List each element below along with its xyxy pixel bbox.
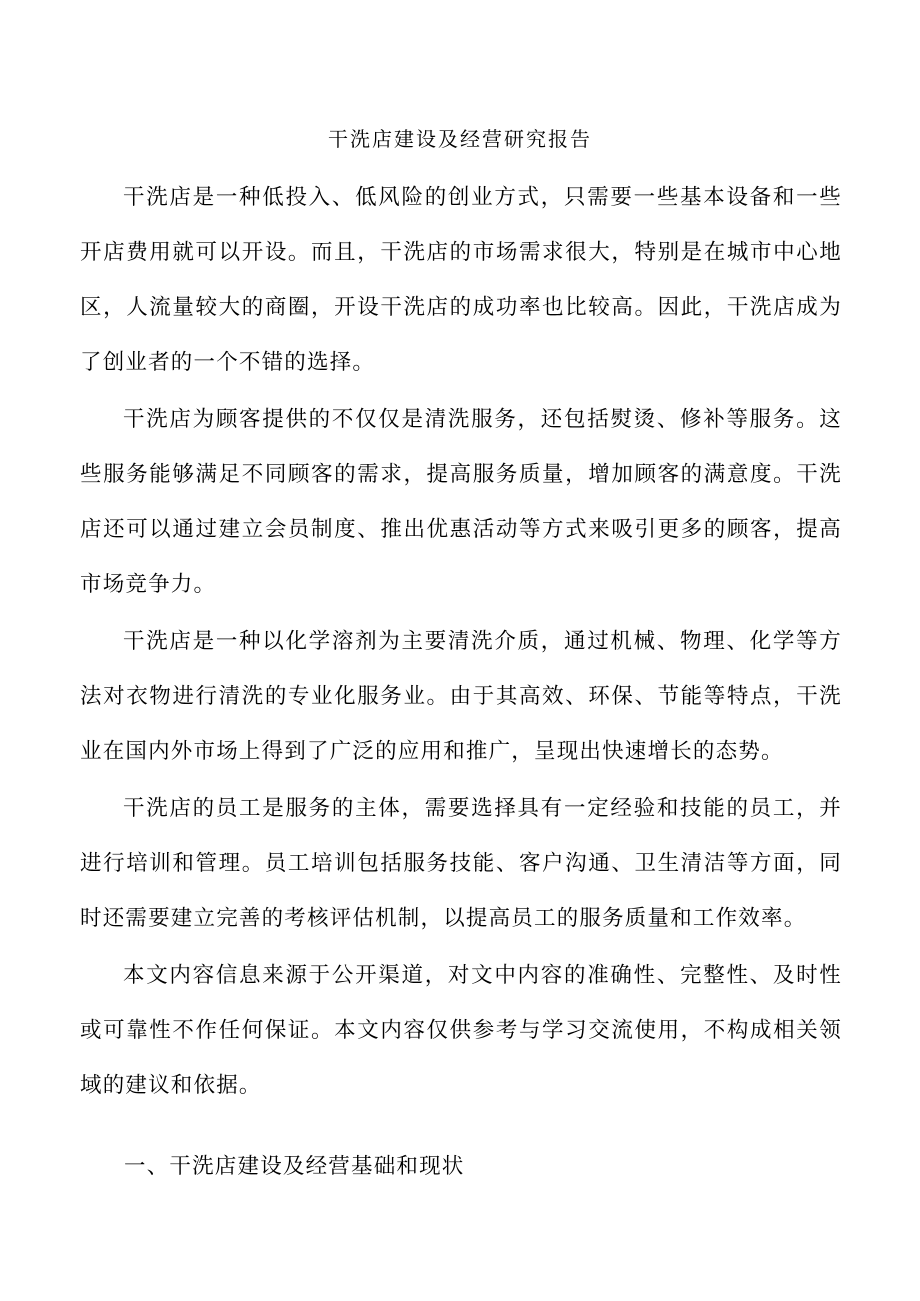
paragraph-industry: 干洗店是一种以化学溶剂为主要清洗介质，通过机械、物理、化学等方法对衣物进行清洗的专业化服务业。由于其高效、环保、节能等特点，干洗业在国内外市场上得到了广泛的应用和推广，呈现出快速增长的态势。 <box>80 629 842 764</box>
section-heading: 一、干洗店建设及经营基础和现状 <box>124 1154 465 1179</box>
paragraph-disclaimer: 本文内容信息来源于公开渠道，对文中内容的准确性、完整性、及时性或可靠性不作任何保证。本文内容仅供参考与学习交流使用，不构成相关领域的建议和依据。 <box>80 963 842 1098</box>
document-title: 干洗店建设及经营研究报告 <box>328 127 592 151</box>
paragraph-staff: 干洗店的员工是服务的主体，需要选择具有一定经验和技能的员工，并进行培训和管理。员工培训包括服务技能、客户沟通、卫生清洁等方面，同时还需要建立完善的考核评估机制，以提高员工的服务质量和工作效率。 <box>80 796 842 931</box>
paragraph-services: 干洗店为顾客提供的不仅仅是清洗服务，还包括熨烫、修补等服务。这些服务能够满足不同顾客的需求，提高服务质量，增加顾客的满意度。干洗店还可以通过建立会员制度、推出优惠活动等方式来吸引更多的顾客，提高市场竞争力。 <box>80 407 842 597</box>
paragraph-intro: 干洗店是一种低投入、低风险的创业方式，只需要一些基本设备和一些开店费用就可以开设。而且，干洗店的市场需求很大，特别是在城市中心地区，人流量较大的商圈，开设干洗店的成功率也比较高。因此，干洗店成为了创业者的一个不错的选择。 <box>80 185 842 375</box>
